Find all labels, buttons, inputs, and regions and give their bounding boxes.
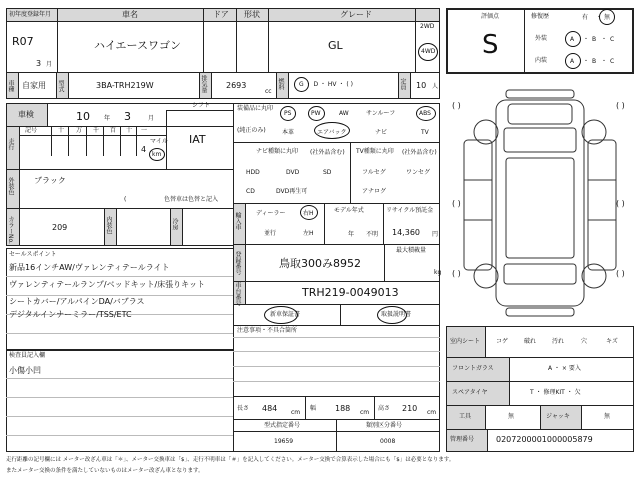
new-car-warranty: 新車保証書 — [270, 311, 301, 318]
reg-month: 3 — [36, 59, 42, 68]
class-label: 類別区分番号 — [366, 422, 403, 429]
digit-h2: 万 — [76, 127, 83, 134]
first-reg-label: 初年度登録年月 — [9, 11, 52, 18]
equip-aw: AW — [339, 110, 349, 117]
model-value: 3BA-TRH219W — [96, 81, 154, 90]
mgmt-label: 管理番号 — [450, 436, 475, 443]
tool-value: 無 — [508, 413, 515, 420]
inspection-year-unit: 年 — [104, 115, 111, 122]
navi-sub: (社外品含む) — [310, 149, 345, 156]
model-year-label: モデル年式 — [334, 207, 364, 214]
repair-no: 無 — [604, 14, 611, 21]
diagram-symbol-tr: ( ) — [616, 101, 625, 110]
plate-label: 登録番号 — [234, 251, 241, 275]
import-dealer: ディーラー — [256, 210, 286, 217]
interior-c: C — [610, 58, 615, 65]
width-value: 188 — [335, 404, 351, 413]
navi-sd: SD — [323, 169, 332, 176]
recycle-unit: 円 — [432, 231, 439, 238]
height-label: 高さ — [378, 405, 391, 412]
tv-oneseg: ワンセグ — [406, 169, 431, 176]
notes-box — [233, 325, 440, 397]
exterior-a: A — [570, 36, 575, 43]
digit-h0: 記号 — [25, 127, 38, 134]
inspector-label: 検査員記入欄 — [9, 352, 46, 359]
max-load-unit: kg — [434, 269, 442, 276]
mileage-mile: マイル — [150, 138, 168, 145]
import-parallel: 並行 — [264, 230, 277, 237]
selling-point-3: シートカバー/アルパインDA/バブラス — [9, 297, 145, 306]
height-value: 210 — [402, 404, 418, 413]
footer-line-1: 走行距離の記号欄には メーター改ざん車は「＊」、メーター交換車は「$」、走行不明車は「＃」を記入してください。メーター交換で合算表示した場合にも「$」は必要となります。 — [6, 457, 455, 463]
import-label: 輸入車 — [234, 212, 241, 230]
interior-item-5: キズ — [606, 338, 618, 345]
color-no-value: 209 — [52, 223, 68, 232]
chassis-value: TRH219-0049013 — [302, 286, 399, 299]
capacity-value: 10 — [416, 81, 427, 90]
max-load-label: 最大積載量 — [396, 247, 427, 254]
repair-yes: 有 — [582, 14, 589, 21]
equip-leather: 本革 — [282, 129, 295, 136]
selling-point-1: 新品16インチAW/ヴァレンティテールライト — [9, 263, 170, 272]
front-glass-value: A ・ × 要入 — [548, 365, 581, 372]
width-unit: cm — [360, 409, 370, 416]
interior-dot2: ・ — [601, 58, 608, 65]
repair-label: 修復歴 — [531, 13, 550, 20]
fuel-label: 燃料 — [277, 78, 284, 90]
exterior-b: B — [592, 36, 597, 43]
selling-point-4: デジタルインナーミラー/TSS/ETC — [9, 310, 132, 319]
digit-h6: 一 — [141, 127, 148, 134]
capacity-label: 定員 — [399, 78, 406, 90]
digit-h5: 十 — [126, 127, 133, 134]
equipment-label: 装備品に丸印 — [237, 105, 274, 112]
jack-value: 無 — [604, 413, 611, 420]
import-left: 左H — [303, 230, 314, 237]
digit-h4: 百 — [110, 127, 117, 134]
car-windshield — [504, 128, 576, 152]
width-label: 幅 — [310, 405, 317, 412]
spec-value: 19659 — [274, 438, 294, 445]
diagram-symbol-mr: ( ) — [616, 199, 625, 208]
color-no-label: カラーNo. — [7, 216, 14, 244]
selling-points-label: セールスポイント — [9, 251, 57, 258]
color-row — [6, 169, 234, 209]
navi-dvd-play: DVD再生可 — [276, 188, 308, 195]
interior-item-2: 破れ — [524, 338, 537, 345]
interior-item-3: 汚れ — [552, 338, 565, 345]
car-front-bumper — [506, 90, 574, 98]
model-year-unknown: 不明 — [366, 231, 379, 238]
car-rear-bumper — [506, 308, 574, 316]
jack-label: ジャッキ — [546, 413, 570, 420]
interior-a: A — [570, 58, 575, 65]
diagram-symbol-tl: ( ) — [452, 101, 461, 110]
tv-fullseg: フルセグ — [362, 169, 386, 176]
cooling-label: 冷房 — [171, 218, 178, 230]
car-diagram — [446, 80, 634, 324]
equip-tv: TV — [421, 129, 429, 136]
diagram-symbol-bl: ( ) — [452, 269, 461, 278]
navi-cd: CD — [246, 188, 255, 195]
car-roof — [506, 158, 574, 258]
chassis-label: 車台番号 — [234, 282, 241, 306]
interior-item-1: コゲ — [496, 338, 509, 345]
inspection-month: 3 — [124, 110, 131, 123]
color-value: ブラック — [34, 176, 66, 185]
exterior-c: C — [610, 36, 615, 43]
equip-ps: PS — [284, 110, 292, 117]
tv-analog: アナログ — [362, 188, 387, 195]
row2 — [6, 72, 440, 99]
car-left-side — [464, 140, 492, 270]
manual: 取扱説明書 — [381, 311, 412, 318]
selling-point-2: ヴァレンティテールランプ/ベッドキット/床張りキット — [9, 280, 205, 289]
type-label: 車種 — [7, 80, 14, 92]
mileage-value: 4 — [141, 145, 147, 154]
inspection-month-unit: 月 — [148, 115, 155, 122]
repair-dot: ・ — [596, 14, 603, 21]
score-value: S — [482, 30, 499, 60]
recycle-label: リサイクル預託金 — [386, 207, 434, 214]
displacement-label: 排気量 — [200, 75, 207, 93]
equip-abs: ABS — [419, 110, 431, 117]
grade-label: グレード — [340, 10, 372, 19]
grade-value: GL — [328, 39, 343, 52]
height-unit: cm — [427, 409, 437, 416]
color-note: 色替車は色替と記入 — [164, 196, 219, 203]
footer-line-2: またメーター交換の条件を満たしていないものはメーター改ざん車となります。 — [6, 468, 204, 474]
door-cell — [203, 21, 237, 73]
mileage-km: km — [152, 151, 162, 158]
equip-sunroof: サンルーフ — [366, 110, 396, 117]
displacement-value: 2693 — [226, 81, 247, 90]
length-value: 484 — [262, 404, 278, 413]
color-label: 外装色 — [7, 177, 14, 195]
tv-label: TV種類に丸印 — [356, 148, 394, 155]
interior-dot1: ・ — [583, 58, 590, 65]
notes-label: 注意事項・不具合箇所 — [237, 327, 298, 334]
plate-value: 鳥取300み8952 — [279, 257, 361, 270]
diagram-symbol-ml: ( ) — [452, 199, 461, 208]
inspection-year: 10 — [76, 110, 90, 123]
shift-value: IAT — [189, 133, 206, 146]
car-rear-window — [504, 264, 576, 284]
displacement-unit: cc — [265, 88, 272, 95]
exterior-label: 外装 — [535, 35, 548, 42]
interior-label: 内装 — [535, 57, 548, 64]
model-year-unit: 年 — [348, 231, 355, 238]
digit-h1: 十 — [58, 127, 65, 134]
interior-b: B — [592, 58, 597, 65]
interior-seat-label: 室内シート — [450, 338, 481, 345]
exterior-dot2: ・ — [601, 36, 608, 43]
inspector-note: 小傷小凹 — [9, 366, 41, 375]
shape-label: 形状 — [244, 10, 260, 19]
car-body-outline — [496, 100, 584, 306]
spec-label: 型式指定番号 — [264, 422, 301, 429]
interior-color-label: 内装色 — [105, 216, 112, 234]
equip-navi: ナビ — [375, 129, 388, 136]
digit-h3: 千 — [93, 127, 100, 134]
length-label: 長さ — [237, 405, 250, 412]
tool-label: 工具 — [459, 413, 472, 420]
car-right-side — [588, 140, 616, 270]
wheel-rr — [582, 264, 606, 288]
spare-label: スペアタイヤ — [452, 389, 488, 396]
inspection-label: 車検 — [18, 110, 34, 119]
fuel-options: G ・ D ・ HV ・ ( ) — [299, 81, 353, 88]
import-right: 右H — [303, 210, 314, 217]
navi-hdd: HDD — [246, 169, 260, 176]
recycle-value: 14,360 — [392, 228, 420, 237]
car-name-value: ハイエースワゴン — [94, 39, 182, 52]
reg-month-unit: 月 — [46, 61, 53, 68]
capacity-unit: 人 — [432, 83, 439, 90]
door-label: ドア — [213, 10, 229, 19]
front-glass-label: フロントガラス — [452, 365, 494, 372]
navi-label: ナビ種類に丸印 — [256, 148, 299, 155]
reg-year: R07 — [12, 35, 34, 48]
exterior-dot1: ・ — [583, 36, 590, 43]
diagram-symbol-br: ( ) — [616, 269, 625, 278]
equip-airbag: エアバック — [317, 129, 347, 136]
color-paren: ( — [124, 196, 127, 203]
length-unit: cm — [291, 409, 301, 416]
spare-value: T ・ 修理KIT ・ 欠 — [530, 389, 581, 396]
color-no-row — [6, 208, 234, 246]
use-value: 自家用 — [22, 81, 46, 90]
equip-pw: PW — [311, 110, 321, 117]
tv-sub: (社外品含む) — [402, 149, 437, 156]
mileage-label: 走行 — [7, 138, 14, 150]
shift-label: シフト — [192, 102, 211, 109]
equipment-sub: (純正のみ) — [237, 127, 266, 134]
drive-cell — [415, 8, 440, 73]
drive-2wd: 2WD — [420, 23, 435, 30]
mgmt-value: 0207200001000005879 — [496, 435, 593, 444]
wheel-rl — [474, 264, 498, 288]
score-label: 評価点 — [481, 13, 500, 20]
model-label: 型式 — [57, 80, 64, 92]
shape-cell — [236, 21, 269, 73]
drive-4wd: 4WD — [421, 48, 436, 55]
navi-dvd: DVD — [286, 169, 300, 176]
class-value: 0008 — [380, 438, 396, 445]
car-hood — [508, 104, 572, 124]
interior-item-4: 穴 — [581, 338, 588, 345]
car-name-label: 車名 — [122, 10, 138, 19]
